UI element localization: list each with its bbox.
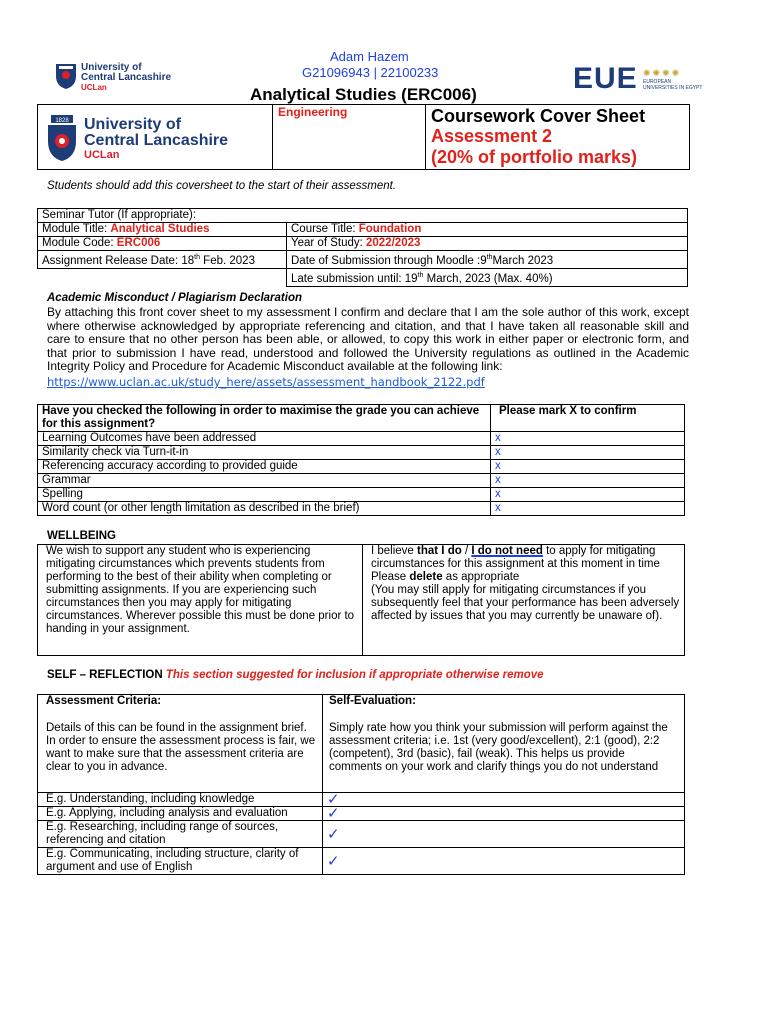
release-sup: th	[194, 254, 200, 261]
checklist-mark[interactable]: x	[491, 474, 685, 488]
module-code-value: ERC006	[116, 237, 161, 249]
table-row	[38, 237, 688, 251]
check-icon[interactable]: ✓	[323, 807, 685, 821]
eue-logo	[573, 62, 713, 98]
reflection-heading-line	[47, 669, 544, 681]
cover-box	[37, 104, 690, 170]
eue-logo-text: EUE	[573, 62, 638, 95]
checklist-mark[interactable]: x	[491, 488, 685, 502]
as-appropriate-label: as appropriate	[442, 571, 520, 583]
criteria-body: Details of this can be found in the assignment brief. In order to ensure the assessment process is fair, we want to make sure that the assessment criteria are clear to you in advance.	[46, 722, 316, 773]
uclan-small-logo	[55, 60, 175, 98]
believe-prefix: I believe	[371, 545, 418, 557]
course-heading: Analytical Studies (ERC006)	[250, 85, 477, 104]
cover-title-cell	[425, 105, 690, 169]
checklist-item-label: Spelling	[38, 488, 491, 502]
criteria-row-label: E.g. Communicating, including structure, clarity of argument and use of English	[38, 848, 323, 875]
misconduct-heading: Academic Misconduct / Plagiarism Declaration	[47, 292, 302, 304]
check-icon[interactable]: ✓	[323, 848, 685, 875]
table-row	[38, 251, 688, 269]
uclan-small-line3: UCLan	[81, 83, 107, 92]
late-sup: th	[417, 271, 424, 279]
criteria-row-label: E.g. Understanding, including knowledge	[38, 793, 323, 807]
submission-sup: th	[486, 254, 493, 261]
uclan-small-line1: University of	[81, 62, 142, 73]
table-row	[38, 848, 685, 875]
checklist-item-label: Word count (or other length limitation as described in the brief)	[38, 502, 491, 516]
table-row	[38, 209, 688, 223]
checklist-mark[interactable]: x	[491, 460, 685, 474]
option-i-do-not-need[interactable]: I do not need	[471, 545, 543, 557]
delete-label: delete	[409, 571, 443, 583]
year-value: 2022/2023	[366, 237, 421, 249]
author-name: Adam Hazem	[330, 49, 409, 64]
uclan-crest-icon	[46, 113, 78, 163]
sheet-title: Coursework Cover Sheet	[431, 106, 646, 126]
reflection-table	[37, 694, 685, 875]
submission-rest: March 2023	[492, 254, 554, 267]
reflection-note: This section suggested for inclusion if appropriate otherwise remove	[165, 669, 544, 681]
details-table	[37, 208, 688, 287]
uclan-small-line2: Central Lancashire	[81, 72, 172, 83]
release-rest: Feb. 2023	[199, 254, 255, 267]
table-row	[38, 432, 685, 446]
checklist-table	[37, 404, 685, 516]
evaluation-cell	[323, 695, 685, 793]
school-label: Engineering	[278, 105, 348, 119]
checklist-question: Have you checked the following in order to maximise the grade you can achieve for this assignment?	[38, 405, 491, 432]
submission-label: Date of Submission through Moodle :9	[291, 254, 487, 267]
eue-logo-subtext: EUROPEAN UNIVERSITIES IN EGYPT	[643, 79, 703, 91]
option-slash: /	[461, 545, 472, 557]
checklist-mark[interactable]: x	[491, 432, 685, 446]
wellbeing-left: We wish to support any student who is experiencing mitigating circumstances which prevents students from performing to the best of their ability when completing or submitting assignments. If you are experiencing such circumstances then you may apply for mitigating circumstances. Wherever possible this must be done prior to handing in your assignment.	[38, 545, 363, 656]
table-row	[38, 545, 685, 656]
checklist-item-label: Grammar	[38, 474, 491, 488]
eval-header: Self-Evaluation:	[329, 695, 416, 707]
wellbeing-right	[363, 545, 685, 656]
module-title-label: Module Title:	[42, 223, 111, 235]
uclan-crest-icon	[55, 60, 77, 90]
criteria-cell	[38, 695, 323, 793]
table-row	[38, 223, 688, 237]
table-row	[38, 695, 685, 793]
table-row	[38, 405, 685, 432]
crest-year: 1828	[55, 118, 69, 124]
criteria-row-label: E.g. Researching, including range of sources, referencing and citation	[38, 821, 323, 848]
instruction-text: Students should add this coversheet to the start of their assessment.	[47, 180, 397, 192]
release-label: Assignment Release Date: 18	[42, 254, 195, 267]
cover-logo-cell	[38, 105, 273, 169]
checklist-mark[interactable]: x	[491, 446, 685, 460]
wellbeing-heading: WELLBEING	[47, 530, 116, 542]
table-row	[38, 446, 685, 460]
module-code-label: Module Code:	[42, 237, 117, 249]
check-icon[interactable]: ✓	[323, 821, 685, 848]
uni-line3: UCLan	[84, 149, 120, 161]
checklist-item-label: Similarity check via Turn-it-in	[38, 446, 491, 460]
course-title-value: Foundation	[358, 223, 422, 235]
seminar-tutor: Seminar Tutor (If appropriate):	[38, 209, 688, 223]
author-ids: G21096943 | 22100233	[302, 65, 439, 80]
table-row	[38, 502, 685, 516]
table-row	[38, 793, 685, 807]
criteria-header: Assessment Criteria:	[46, 695, 162, 707]
option-i-do[interactable]: that I do	[417, 545, 462, 557]
eue-dots-icon: ✺✺✺✺	[643, 68, 682, 78]
portfolio-percent: (20% of portfolio marks)	[431, 147, 638, 167]
table-row	[38, 807, 685, 821]
reflection-heading: SELF – REFLECTION	[47, 669, 163, 681]
uni-line1: University of	[84, 116, 181, 133]
criteria-row-label: E.g. Applying, including analysis and evaluation	[38, 807, 323, 821]
assessment-number: Assessment 2	[431, 126, 553, 146]
table-row	[38, 460, 685, 474]
misconduct-body: By attaching this front cover sheet to my assessment I confirm and declare that I am the sole author of this work, except where otherwise acknowledged by appropriate referencing and citation, and that I have taken all reasonable skill and care to ensure that no other person has been able, or allowed, to copy this work in either paper or electronic form, and that prior to submission I have read, understood and followed the University regulations as outlined in the Academic Integrity Policy and Procedure for Academic Misconduct available at the following link:	[47, 305, 689, 373]
table-row	[38, 488, 685, 502]
check-icon[interactable]: ✓	[323, 793, 685, 807]
checklist-item-label: Referencing accuracy according to provided guide	[38, 460, 491, 474]
confirm-header: Please mark X to confirm	[491, 405, 685, 432]
table-row	[38, 821, 685, 848]
late-label: Late submission until: 19	[291, 272, 418, 285]
late-rest: March, 2023 (Max. 40%)	[423, 272, 553, 285]
believe-rest: to apply for mitigating circumstances for this assignment at this moment in time	[371, 545, 660, 570]
course-title-label: Course Title:	[291, 223, 359, 235]
module-title-value: Analytical Studies	[110, 223, 210, 235]
wellbeing-table	[37, 544, 685, 656]
please-label: Please	[371, 571, 410, 583]
wellbeing-note: (You may still apply for mitigating circumstances if you subsequently feel that your performance has been adversely affected by issues that you may currently be unaware of).	[371, 584, 680, 622]
table-row	[38, 474, 685, 488]
eval-body: Simply rate how you think your submission will perform against the assessment criteria; i.e. 1st (very good/excellent), 2:1 (good), 2:2 (competent), 3rd (basic), fail (weak). This helps us provide comments on your work and clarify things you do not understand	[329, 722, 668, 773]
handbook-link[interactable]: https://www.uclan.ac.uk/study_here/assets/assessment_handbook_2122.pdf	[47, 375, 485, 389]
uni-line2: Central Lancashire	[84, 132, 229, 149]
table-row	[38, 268, 688, 286]
checklist-mark[interactable]: x	[491, 502, 685, 516]
year-label: Year of Study:	[291, 237, 367, 249]
checklist-item-label: Learning Outcomes have been addressed	[38, 432, 491, 446]
